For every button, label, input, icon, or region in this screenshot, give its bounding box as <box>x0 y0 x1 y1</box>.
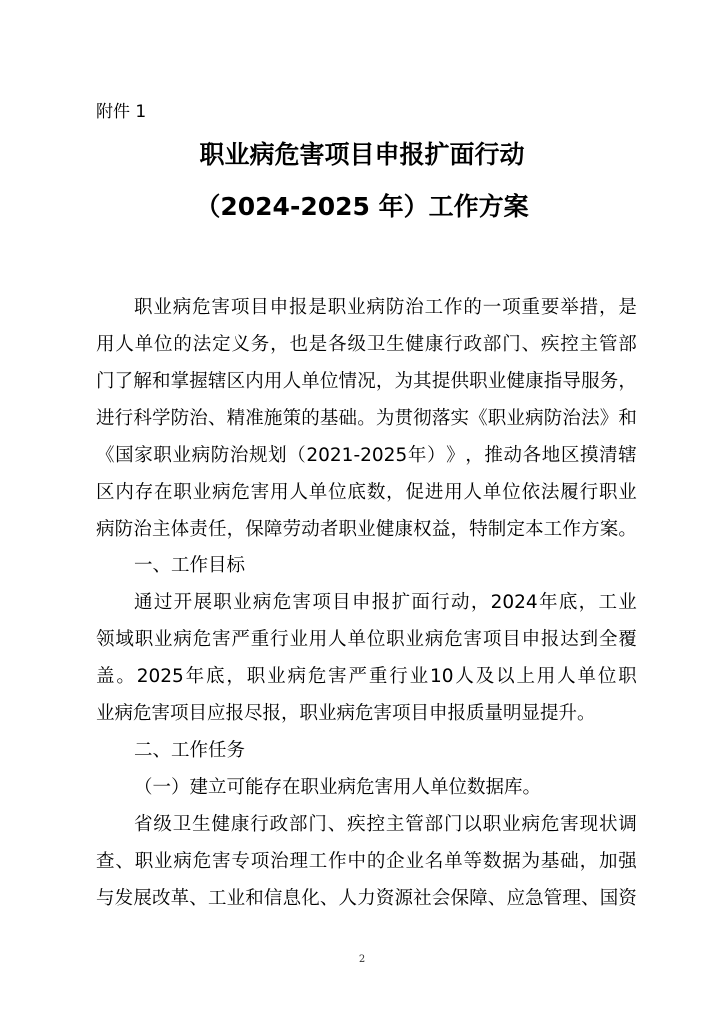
paragraph-line: 通 过 开 展 职 业 病 危 害 项 目 申 报 扩 面 行 动 ， 2024 年 底 ， 工 业 <box>134 592 637 613</box>
paragraph-line: 与 发 展 改 革 、 工 业 和 信 息 化 、 人 力 资 源 社 会 保 障 、 应 急 管 理 、 国 资 <box>96 888 637 909</box>
page-number: 2 <box>358 954 366 965</box>
paragraph-line: 职 业 病 危 害 项 目 申 报 是 职 业 病 防 治 工 作 的 一 项 重 要 举 措 ， 是 <box>134 297 637 318</box>
paragraph-line: 查 、 职 业 病 危 害 专 项 治 理 工 作 中 的 企 业 名 单 等 数 据 为 基 础 ， 加 强 <box>96 851 637 872</box>
section-heading-tasks: 二、工作任务 <box>134 740 246 761</box>
section-heading-goals: 一、工作目标 <box>134 555 246 576</box>
paragraph-line: 进 行 科 学 防 治 、 精 准 施 策 的 基 础 。 为 贯 彻 落 实 《 职 业 病 防 治 法 》 和 <box>96 408 637 429</box>
attachment-label: 附件 1 <box>96 102 147 122</box>
paragraph-line: 领 域 职 业 病 危 害 严 重 行 业 用 人 单 位 职 业 病 危 害 项 目 申 报 达 到 全 覆 <box>96 629 637 650</box>
document-title-line-1: 职业病危害项目申报扩面行动 <box>199 140 525 169</box>
subsection-heading-database: （一）建立可能存在职业病危害用人单位数据库。 <box>134 777 542 798</box>
paragraph-line: 病 防 治 主 体 责 任 ， 保 障 劳 动 者 职 业 健 康 权 益 ， 特 制 定 本 工 作 方 案 。 <box>96 519 637 540</box>
paragraph-line: 业病危害项目应报尽报，职业病危害项目申报质量明显提升。 <box>96 703 596 724</box>
paragraph-line: 省 级 卫 生 健 康 行 政 部 门 、 疾 控 主 管 部 门 以 职 业 病 危 害 现 状 调 <box>134 814 637 835</box>
document-title-line-2: （2024-2025 年）工作方案 <box>195 192 529 221</box>
paragraph-line: 门 了 解 和 掌 握 辖 区 内 用 人 单 位 情 况 ， 为 其 提 供 职 业 健 康 指 导 服 务 ， <box>96 371 637 392</box>
paragraph-line: 区 内 存 在 职 业 病 危 害 用 人 单 位 底 数 ， 促 进 用 人 单 位 依 法 履 行 职 业 <box>96 482 637 503</box>
paragraph-line: 用 人 单 位 的 法 定 义 务 ， 也 是 各 级 卫 生 健 康 行 政 部 门 、 疾 控 主 管 部 <box>96 334 637 355</box>
paragraph-line: 盖 。 2025 年 底 ， 职 业 病 危 害 严 重 行 业 10 人 及 以 上 用 人 单 位 职 <box>96 666 637 687</box>
paragraph-line: 《 国 家 职 业 病 防 治 规 划 （ 2021-2025 年 ） 》 ， 推 动 各 地 区 摸 清 辖 <box>96 445 637 466</box>
